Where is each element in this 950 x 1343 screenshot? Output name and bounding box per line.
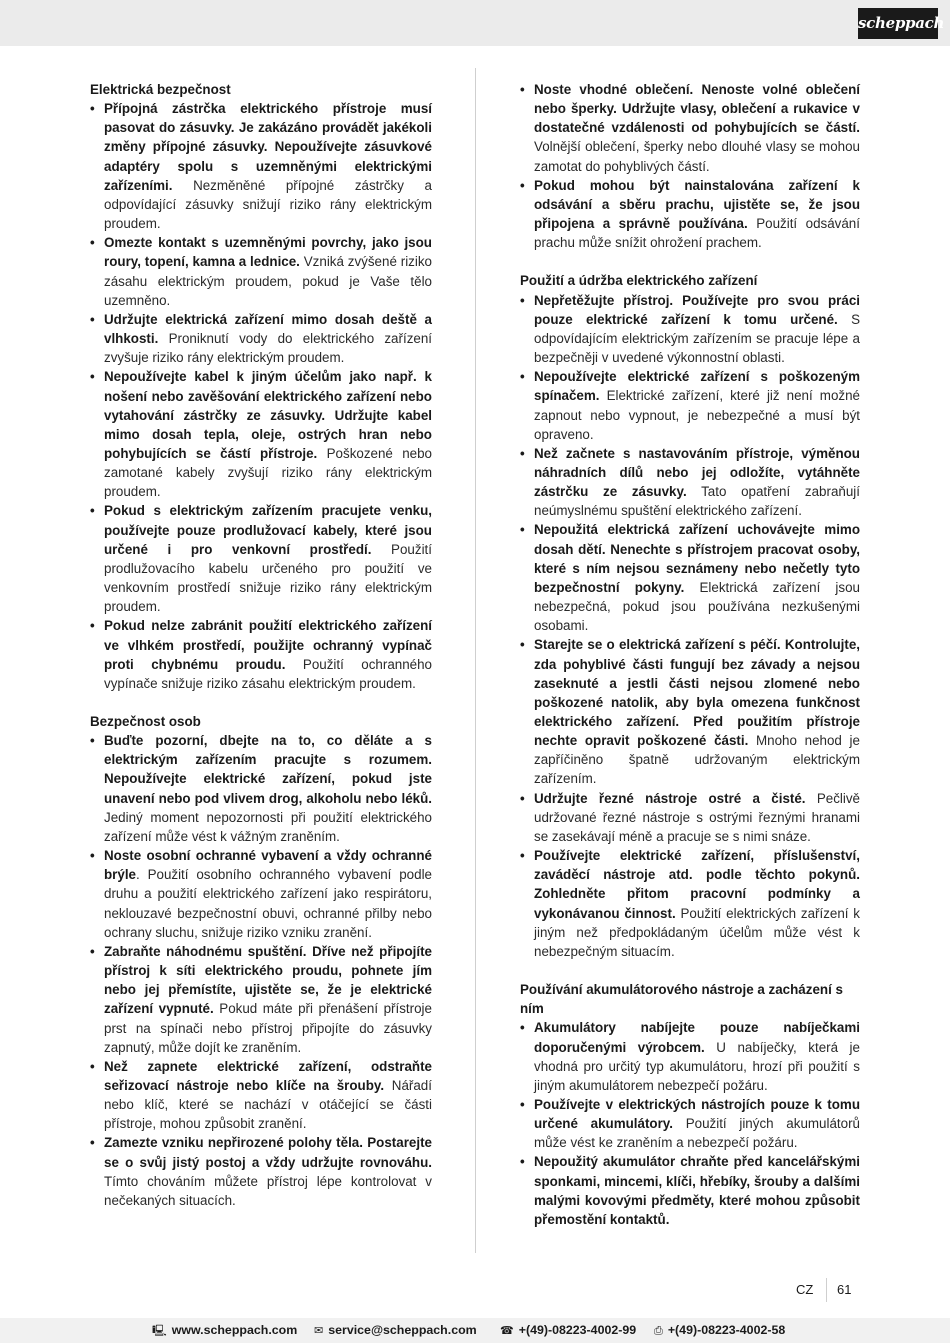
item-text: Pokud máte při přenášení přístroje prst na spínači nebo přístroj připojíte do zásuvky zapnutý, může dojít ke zraněním. (104, 1001, 432, 1055)
item-bold-text: Buďte pozorní, dbejte na to, co děláte a s elektrickým zařízením pracujte s rozumem. Nepoužívejte elektrické zařízení, pokud jste unavení nebo pod vlivem drog, alkoholu nebo léků. (104, 733, 432, 806)
list-item (90, 501, 432, 616)
list-item (90, 233, 432, 310)
list-item (90, 310, 432, 367)
item-bold-text: Používejte elektrické zařízení, příslušenství, zaváděcí nástroje atd. podle těchto pokynů. Zohledněte přitom pracovní podmínky a vykonávanou činnost. (534, 848, 860, 921)
item-text: Použití prodlužovacího kabelu určeného pro použití ve venkovním prostředí snižuje riziko rány elektrickým proudem. (104, 541, 432, 615)
footer-website[interactable] (152, 1318, 297, 1343)
item-bold-text: Noste vhodné oblečení. Nenoste volné oblečení nebo šperky. Udržujte vlasy, oblečení a rukavice v dostatečné vzdálenosti od pohybujících se částí. (534, 82, 860, 136)
item-bold-text: Používejte v elektrických nástrojích pouze k tomu určené akumulátory. (534, 1096, 860, 1132)
list-item (520, 789, 860, 846)
item-bold-text: Zabraňte náhodnému spuštění. Dříve než připojíte přístroj k síti elektrického proudu, pohnete jím nebo jej přemístíte, ujistěte se, že je elektrické zařízení vypnuté. (104, 943, 432, 1017)
item-text: Použití ochranného vypínače snižuje riziko zásahu elektrickým proudem. (104, 656, 432, 691)
header-bar (0, 0, 950, 46)
item-text: Jediný moment nepozornosti při použití elektrického zařízení může vést k vážným zraněním. (104, 809, 432, 844)
item-text: U nabíječky, která je vhodná pro určitý typ akumulátoru, hrozí při použití s jiným akumulátorem nebezpečí požáru. (534, 1039, 860, 1093)
item-text: Mnoho nehod je zapříčiněno špatně udržovaným elektrickým zařízením. (534, 733, 860, 787)
footer-email[interactable] (314, 1318, 477, 1343)
list-item (520, 1095, 860, 1152)
email-text: service@scheppach.com (328, 1323, 477, 1337)
fax-icon: ⎙ (654, 1325, 663, 1337)
list-item (90, 616, 432, 693)
list-item (520, 520, 860, 635)
list-item (90, 367, 432, 501)
left-column (90, 80, 432, 1210)
item-bold-text: Nepoužitá elektrická zařízení uchovávejte mimo dosah dětí. Nenechte s přístrojem pracovat osoby, které s ním nejsou seznámeny nebo nečetly tyto bezpečnostní pokyny. (534, 522, 860, 595)
right-column (520, 80, 860, 1229)
item-bold-text: Pokud nelze zabránit použití elektrického zařízení ve vlhkém prostředí, použijte ochranný vypínač proti chybnému proudu. (104, 618, 432, 672)
item-bold-text: Zamezte vzniku nepřirozené polohy těla. Postarejte se o svůj jistý postoj a vždy udržujte rovnováhu. (104, 1135, 432, 1170)
item-text: Poškozené nebo zamotané kabely zvyšují riziko rány elektrickým proudem. (104, 445, 432, 500)
item-text: Elektrická zařízení jsou nebezpečná, pokud jsou používána nezkušenými osobami. (534, 579, 860, 634)
section-title: Používání akumulátorového nástroje a zacházení s ním (520, 982, 843, 1017)
list-item (90, 1133, 432, 1210)
list-item (520, 635, 860, 788)
list-item (90, 731, 432, 846)
item-text: S odpovídajícím elektrickým zařízením se pracuje lépe a bezpečněji v uvedené výkonnostní oblasti. (534, 311, 860, 366)
item-bold-text: Starejte se o elektrická zařízení s péčí. Kontrolujte, zda pohyblivé části fungují bez závady a nejsou zaseknuté a jestli části nejsou zlomené nebo poškozené natolik, aby byla omezena funkčnost elektrického zařízení. Před použitím přístroje nechte opravit poškozené části. (534, 637, 860, 749)
telephone-icon: ☎ (500, 1325, 514, 1337)
item-bold-text: Nepoužívejte elektrické zařízení s poškozeným spínačem. (534, 369, 860, 404)
footer-phone[interactable] (500, 1318, 636, 1343)
page-number: 61 (837, 1282, 852, 1297)
item-bold-text: Akumulátory nabíjejte pouze nabíječkami doporučenými výrobcem. (534, 1020, 860, 1055)
mail-icon: ✉ (314, 1325, 324, 1337)
item-text: Nářadí nebo klíč, které se nachází v otáčející se části přístroje, mohou způsobit zranění. (104, 1077, 432, 1132)
item-bold-text: Přípojná zástrčka elektrického přístroje musí pasovat do zásuvky. Je zakázáno provádět jakékoli změny přípojné zásuvky. Nepoužívejte zásuvkové adaptéry spolu s uzemněnými elektrickými zařízeními. (104, 101, 432, 193)
item-bold-text: Udržujte řezné nástroje ostré a čisté. (534, 790, 806, 806)
list-item (90, 942, 432, 1057)
footer-fax[interactable] (654, 1318, 785, 1343)
item-bold-text: Nepoužitý akumulátor chraňte před kancelářskými sponkami, mincemi, klíči, hřebíky, šrouby a dalšími malými kovovými předměty, které mohou způsobit přemostění kontaktů. (534, 1154, 860, 1227)
list-item (90, 99, 432, 233)
list-item (520, 80, 860, 176)
item-text: . Použití osobního ochranného vybavení podle druhu a použití elektrického zařízení jako respirátoru, neklouzavé bezpečnostní obuvi, ochranné přilby nebo ochrany sluchu, snižuje riziko vzniku zranění. (104, 867, 432, 940)
list-item (520, 1018, 860, 1095)
item-text: Nezměněné přípojné zástrčky a odpovídající zásuvky snižují riziko rány elektrickým proudem. (104, 177, 432, 232)
phone-text: +(49)-08223-4002-99 (518, 1323, 637, 1337)
list-item (520, 1152, 860, 1229)
item-text: Tímto chováním můžete přístroj lépe kontrolovat v nečekaných situacích. (104, 1173, 432, 1208)
list-item (90, 846, 432, 942)
item-bold-text: Nepoužívejte kabel k jiným účelům jako např. k nošení nebo zavěšování elektrického zařízení nebo vytahování zástrčky ze zásuvky. Udržujte kabel mimo dosah tepla, oleje, ostrých hran nebo pohybujících se částí přístroje. (104, 369, 432, 461)
website-text: www.scheppach.com (171, 1323, 298, 1337)
list-item (520, 444, 860, 521)
section-title: Použití a údržba elektrického zařízení (520, 273, 758, 289)
list-item (520, 367, 860, 444)
scheppach-logo: scheppach (858, 8, 938, 39)
item-bold-text: Udržujte elektrická zařízení mimo dosah deště a vlhkosti. (104, 311, 432, 347)
list-item (520, 846, 860, 961)
item-text: Vzniká zvýšené riziko zásahu elektrickým proudem, pokud je Vaše tělo uzemněno. (104, 254, 432, 308)
list-item (520, 176, 860, 253)
column-divider (475, 68, 476, 1253)
computer-icon: 🖳 (152, 1325, 167, 1337)
list-item (90, 1057, 432, 1134)
item-text: Použití elektrických zařízení k jiným než předpokládaným účelům může vést k nebezpečným situacím. (534, 905, 860, 959)
item-bold-text: Nepřetěžujte přístroj. Používejte pro svou práci pouze elektrické zařízení k tomu určené. (534, 292, 860, 327)
section-title: Bezpečnost osob (90, 714, 201, 729)
item-bold-text: Než začnete s nastavováním přístroje, výměnou náhradních dílů nebo jej odložíte, vytáhněte zástrčku ze zásuvky. (534, 445, 860, 500)
item-bold-text: Noste osobní ochranné vybavení a vždy ochranné brýle (104, 848, 432, 883)
item-bold-text: Pokud s elektrickým zařízením pracujete venku, používejte pouze prodlužovací kabely, které jsou určené i pro venkovní prostředí. (104, 503, 432, 557)
language-code: CZ (796, 1282, 814, 1297)
page-number-divider (826, 1278, 827, 1302)
item-text: Proniknutí vody do elektrického zařízení zvyšuje riziko rány elektrickým proudem. (104, 331, 432, 366)
item-bold-text: Než zapnete elektrické zařízení, odstraňte seřizovací nástroje nebo klíče na šrouby. (104, 1058, 432, 1093)
item-text: Použití odsávání prachu může snížit ohrožení prachem. (534, 216, 860, 251)
fax-text: +(49)-08223-4002-58 (667, 1323, 786, 1337)
item-text: Volnější oblečení, šperky nebo dlouhé vlasy se mohou zamotat do pohyblivých částí. (534, 139, 860, 174)
item-bold-text: Pokud mohou být nainstalována zařízení k odsávání a sběru prachu, ujistěte se, že jsou připojena a správně používána. (534, 177, 860, 232)
list-item (520, 291, 860, 368)
item-text: Elektrické zařízení, které již není možné zapnout nebo vypnout, je nebezpečné a musí být opraveno. (534, 388, 860, 442)
item-text: Tato opatření zabraňují neúmyslnému spuštění elektrického zařízení. (534, 484, 860, 519)
item-bold-text: Omezte kontakt s uzemněnými povrchy, jako jsou roury, topení, kamna a lednice. (104, 235, 432, 270)
footer-bar (0, 1318, 950, 1343)
item-text: Pečlivě udržované řezné nástroje s ostrými řeznými hranami se zasekávají méně a pracuje se s nimi snáze. (534, 790, 860, 844)
item-text: Použití jiných akumulátorů může vést ke zraněním a nebezpečí požáru. (534, 1116, 860, 1151)
section-title: Elektrická bezpečnost (90, 82, 231, 97)
